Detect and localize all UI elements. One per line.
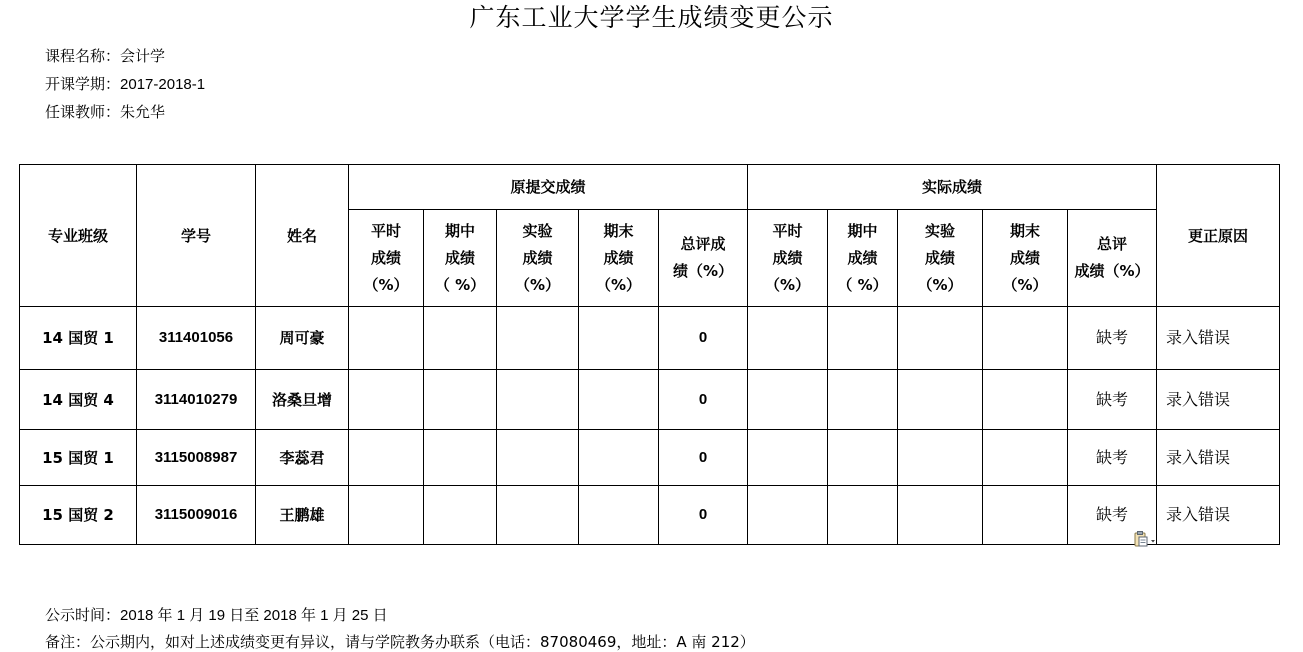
teacher-label: 任课教师：	[45, 103, 121, 121]
header-orig-lab: 实验 成绩 （%）	[497, 210, 579, 307]
publicity-period-value: 2018 年 1 月 19 日至 2018 年 1 月 25 日	[120, 607, 388, 624]
cell-actual-lab	[898, 430, 983, 486]
cell-student-id: 3115009016	[137, 486, 256, 545]
cell-reason: 录入错误	[1157, 307, 1280, 370]
header-actual-total: 总评 成绩（%）	[1068, 210, 1157, 307]
cell-orig-midterm	[424, 486, 497, 545]
remark-label: 备注：	[45, 633, 91, 651]
cell-orig-final	[579, 486, 659, 545]
remark-line	[45, 632, 755, 652]
header-actual-lab: 实验 成绩 （%）	[898, 210, 983, 307]
cell-orig-usual	[349, 486, 424, 545]
header-name: 姓名	[256, 165, 349, 307]
cell-reason: 录入错误	[1157, 430, 1280, 486]
grade-change-table	[19, 164, 1280, 545]
cell-orig-final	[579, 307, 659, 370]
cell-actual-lab	[898, 307, 983, 370]
table-row	[20, 370, 1280, 430]
cell-orig-usual	[349, 370, 424, 430]
header-original-grades: 原提交成绩	[349, 165, 748, 210]
cell-orig-total: 0	[659, 370, 748, 430]
cell-name: 洛桑旦增	[256, 370, 349, 430]
cell-actual-total: 缺考	[1068, 370, 1157, 430]
term-value: 2017-2018-1	[120, 76, 206, 93]
cell-class: 15 国贸 2	[20, 486, 137, 545]
cell-class: 15 国贸 1	[20, 430, 137, 486]
cell-orig-total: 0	[659, 486, 748, 545]
cell-actual-usual	[748, 486, 828, 545]
cell-orig-final	[579, 430, 659, 486]
cell-actual-midterm	[828, 307, 898, 370]
teacher-line	[45, 102, 165, 122]
cell-name: 李蕊君	[256, 430, 349, 486]
cell-class: 14 国贸 4	[20, 370, 137, 430]
header-actual-usual: 平时 成绩 （%）	[748, 210, 828, 307]
header-orig-usual: 平时 成绩 （%）	[349, 210, 424, 307]
paste-options-icon[interactable]	[1134, 531, 1156, 547]
cell-orig-lab	[497, 430, 579, 486]
header-actual-final: 期末 成绩 （%）	[983, 210, 1068, 307]
cell-actual-midterm	[828, 486, 898, 545]
cell-reason: 录入错误	[1157, 370, 1280, 430]
term-label: 开课学期：	[45, 75, 121, 93]
cell-actual-final	[983, 370, 1068, 430]
cell-actual-final	[983, 430, 1068, 486]
cell-name: 王鹏雄	[256, 486, 349, 545]
header-row-group	[20, 165, 1280, 210]
table-row	[20, 430, 1280, 486]
cell-orig-midterm	[424, 307, 497, 370]
cell-orig-total: 0	[659, 307, 748, 370]
header-orig-final: 期末 成绩 （%）	[579, 210, 659, 307]
cell-student-id: 3114010279	[137, 370, 256, 430]
cell-orig-usual	[349, 307, 424, 370]
course-name-line	[45, 46, 165, 66]
teacher-value: 朱允华	[120, 103, 166, 121]
header-actual-grades: 实际成绩	[748, 165, 1157, 210]
cell-actual-total: 缺考	[1068, 307, 1157, 370]
header-orig-total: 总评成 绩（%）	[659, 210, 748, 307]
cell-actual-midterm	[828, 430, 898, 486]
publicity-period-line	[45, 605, 388, 626]
cell-actual-total: 缺考	[1068, 486, 1157, 545]
cell-orig-lab	[497, 370, 579, 430]
cell-orig-final	[579, 370, 659, 430]
publicity-period-label: 公示时间：	[45, 606, 121, 624]
cell-actual-usual	[748, 370, 828, 430]
course-name-label: 课程名称：	[45, 47, 121, 65]
header-class: 专业班级	[20, 165, 137, 307]
clipboard-icon	[1134, 531, 1156, 547]
page-title: 广东工业大学学生成绩变更公示	[469, 3, 834, 32]
cell-actual-lab	[898, 370, 983, 430]
cell-actual-usual	[748, 430, 828, 486]
cell-actual-midterm	[828, 370, 898, 430]
cell-orig-lab	[497, 486, 579, 545]
cell-actual-lab	[898, 486, 983, 545]
cell-class: 14 国贸 1	[20, 307, 137, 370]
header-actual-midterm: 期中 成绩 （ %）	[828, 210, 898, 307]
course-name-value: 会计学	[120, 47, 166, 65]
cell-student-id: 311401056	[137, 307, 256, 370]
table-row	[20, 486, 1280, 545]
cell-actual-usual	[748, 307, 828, 370]
cell-actual-total: 缺考	[1068, 430, 1157, 486]
cell-actual-final	[983, 307, 1068, 370]
term-line	[45, 74, 205, 95]
cell-orig-midterm	[424, 370, 497, 430]
header-reason: 更正原因	[1157, 165, 1280, 307]
cell-name: 周可豪	[256, 307, 349, 370]
cell-orig-total: 0	[659, 430, 748, 486]
cell-actual-final	[983, 486, 1068, 545]
cell-student-id: 3115008987	[137, 430, 256, 486]
table-row	[20, 307, 1280, 370]
cell-orig-midterm	[424, 430, 497, 486]
cell-orig-usual	[349, 430, 424, 486]
cell-reason: 录入错误	[1157, 486, 1280, 545]
remark-value: 公示期内，如对上述成绩变更有异议，请与学院教务办联系（电话：87080469，地址：A 南 212）	[90, 633, 755, 651]
header-student-id: 学号	[137, 165, 256, 307]
header-orig-midterm: 期中 成绩 （ %）	[424, 210, 497, 307]
cell-orig-lab	[497, 307, 579, 370]
